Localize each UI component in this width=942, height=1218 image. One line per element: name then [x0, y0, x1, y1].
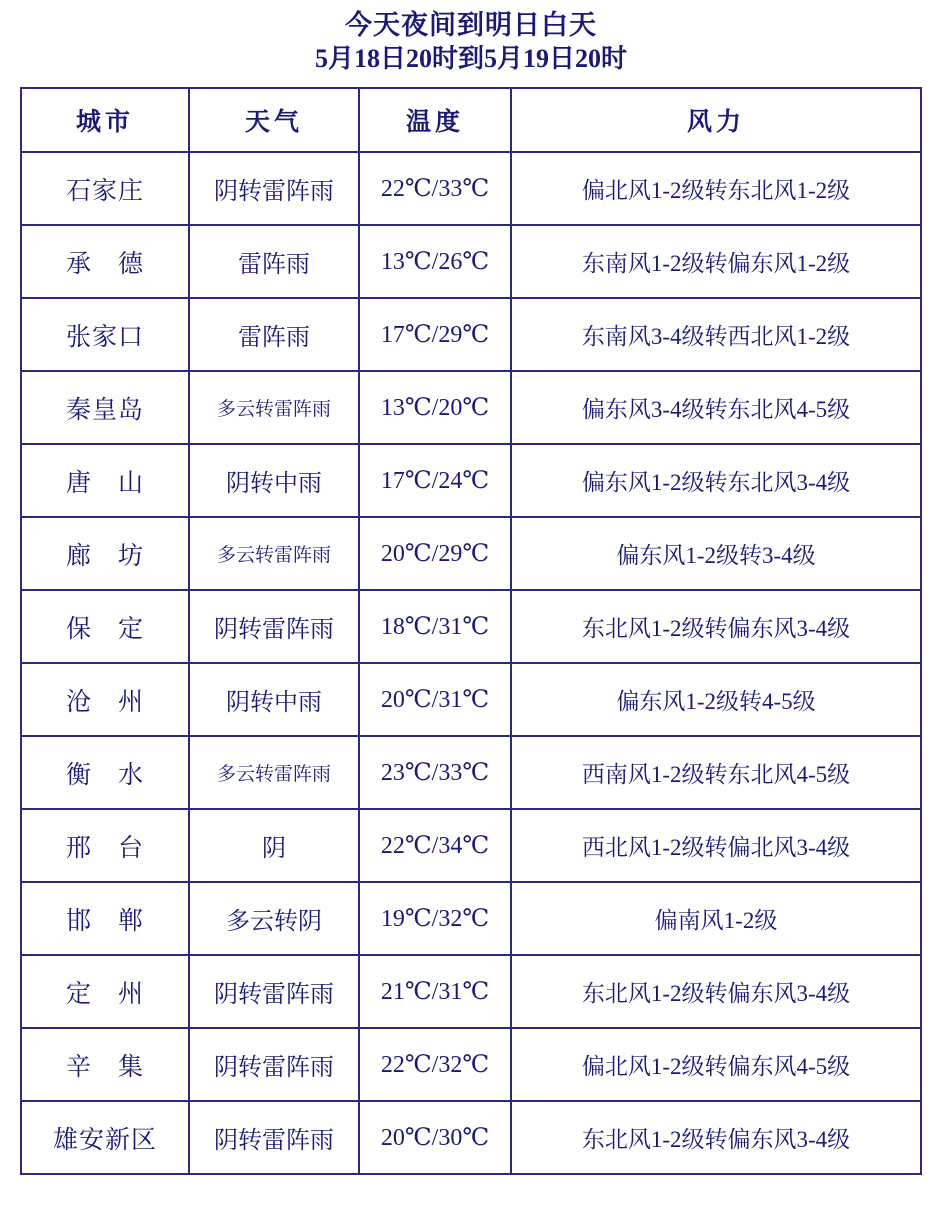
- table-row: [21, 444, 921, 517]
- column-header-city: 城市: [21, 88, 189, 152]
- cell-temperature: 17℃/29℃: [359, 298, 511, 371]
- table-row: [21, 736, 921, 809]
- table-row: [21, 517, 921, 590]
- cell-weather: 雷阵雨: [189, 298, 359, 371]
- table-row: [21, 955, 921, 1028]
- cell-city: 邢 台: [21, 809, 189, 882]
- cell-wind: 偏南风1-2级: [511, 882, 921, 955]
- title-line-datetime: 5月18日20时到5月19日20时: [314, 44, 627, 73]
- table-body: [21, 152, 921, 1174]
- cell-temperature: 13℃/20℃: [359, 371, 511, 444]
- cell-weather: 阴转雷阵雨: [189, 590, 359, 663]
- cell-wind: 东北风1-2级转偏东风3-4级: [511, 590, 921, 663]
- cell-city: 雄安新区: [21, 1101, 189, 1174]
- cell-wind: 西南风1-2级转东北风4-5级: [511, 736, 921, 809]
- cell-temperature: 20℃/30℃: [359, 1101, 511, 1174]
- cell-city: 唐 山: [21, 444, 189, 517]
- cell-city: 定 州: [21, 955, 189, 1028]
- cell-city: 廊 坊: [21, 517, 189, 590]
- table-row: [21, 590, 921, 663]
- cell-weather: 阴转雷阵雨: [189, 152, 359, 225]
- cell-temperature: 20℃/31℃: [359, 663, 511, 736]
- cell-weather: 雷阵雨: [189, 225, 359, 298]
- cell-city: 承 德: [21, 225, 189, 298]
- column-header-weather: 天气: [189, 88, 359, 152]
- cell-city: 保 定: [21, 590, 189, 663]
- cell-weather: 多云转雷阵雨: [189, 371, 359, 444]
- cell-temperature: 17℃/24℃: [359, 444, 511, 517]
- table-row: [21, 225, 921, 298]
- cell-city: 石家庄: [21, 152, 189, 225]
- column-header-wind: 风力: [511, 88, 921, 152]
- cell-weather: 多云转雷阵雨: [189, 517, 359, 590]
- cell-weather: 阴转雷阵雨: [189, 1101, 359, 1174]
- table-row: [21, 809, 921, 882]
- cell-weather: 多云转阴: [189, 882, 359, 955]
- cell-wind: 东北风1-2级转偏东风3-4级: [511, 1101, 921, 1174]
- forecast-table: [20, 87, 922, 1175]
- cell-wind: 东北风1-2级转偏东风3-4级: [511, 955, 921, 1028]
- cell-weather: 多云转雷阵雨: [189, 736, 359, 809]
- cell-temperature: 13℃/26℃: [359, 225, 511, 298]
- cell-weather: 阴转中雨: [189, 444, 359, 517]
- cell-city: 秦皇岛: [21, 371, 189, 444]
- forecast-title: [0, 0, 942, 76]
- title-line-period: 今天夜间到明日白天: [345, 10, 597, 40]
- cell-city: 沧 州: [21, 663, 189, 736]
- table-header-row: [21, 88, 921, 152]
- cell-wind: 偏东风1-2级转4-5级: [511, 663, 921, 736]
- cell-weather: 阴转雷阵雨: [189, 955, 359, 1028]
- cell-weather: 阴: [189, 809, 359, 882]
- column-header-temperature: 温度: [359, 88, 511, 152]
- cell-temperature: 22℃/34℃: [359, 809, 511, 882]
- table-row: [21, 1101, 921, 1174]
- cell-weather: 阴转雷阵雨: [189, 1028, 359, 1101]
- cell-city: 辛 集: [21, 1028, 189, 1101]
- cell-temperature: 18℃/31℃: [359, 590, 511, 663]
- cell-wind: 东南风1-2级转偏东风1-2级: [511, 225, 921, 298]
- cell-city: 衡 水: [21, 736, 189, 809]
- table-row: [21, 882, 921, 955]
- cell-weather: 阴转中雨: [189, 663, 359, 736]
- cell-wind: 偏东风1-2级转3-4级: [511, 517, 921, 590]
- table-row: [21, 371, 921, 444]
- cell-temperature: 22℃/33℃: [359, 152, 511, 225]
- cell-temperature: 22℃/32℃: [359, 1028, 511, 1101]
- cell-temperature: 23℃/33℃: [359, 736, 511, 809]
- table-row: [21, 152, 921, 225]
- cell-temperature: 19℃/32℃: [359, 882, 511, 955]
- table-row: [21, 298, 921, 371]
- cell-wind: 偏东风1-2级转东北风3-4级: [511, 444, 921, 517]
- cell-wind: 偏北风1-2级转东北风1-2级: [511, 152, 921, 225]
- cell-wind: 西北风1-2级转偏北风3-4级: [511, 809, 921, 882]
- table-head: [21, 88, 921, 152]
- cell-city: 邯 郸: [21, 882, 189, 955]
- cell-city: 张家口: [21, 298, 189, 371]
- table-row: [21, 1028, 921, 1101]
- cell-temperature: 21℃/31℃: [359, 955, 511, 1028]
- cell-wind: 偏北风1-2级转偏东风4-5级: [511, 1028, 921, 1101]
- cell-wind: 东南风3-4级转西北风1-2级: [511, 298, 921, 371]
- table-row: [21, 663, 921, 736]
- cell-wind: 偏东风3-4级转东北风4-5级: [511, 371, 921, 444]
- cell-temperature: 20℃/29℃: [359, 517, 511, 590]
